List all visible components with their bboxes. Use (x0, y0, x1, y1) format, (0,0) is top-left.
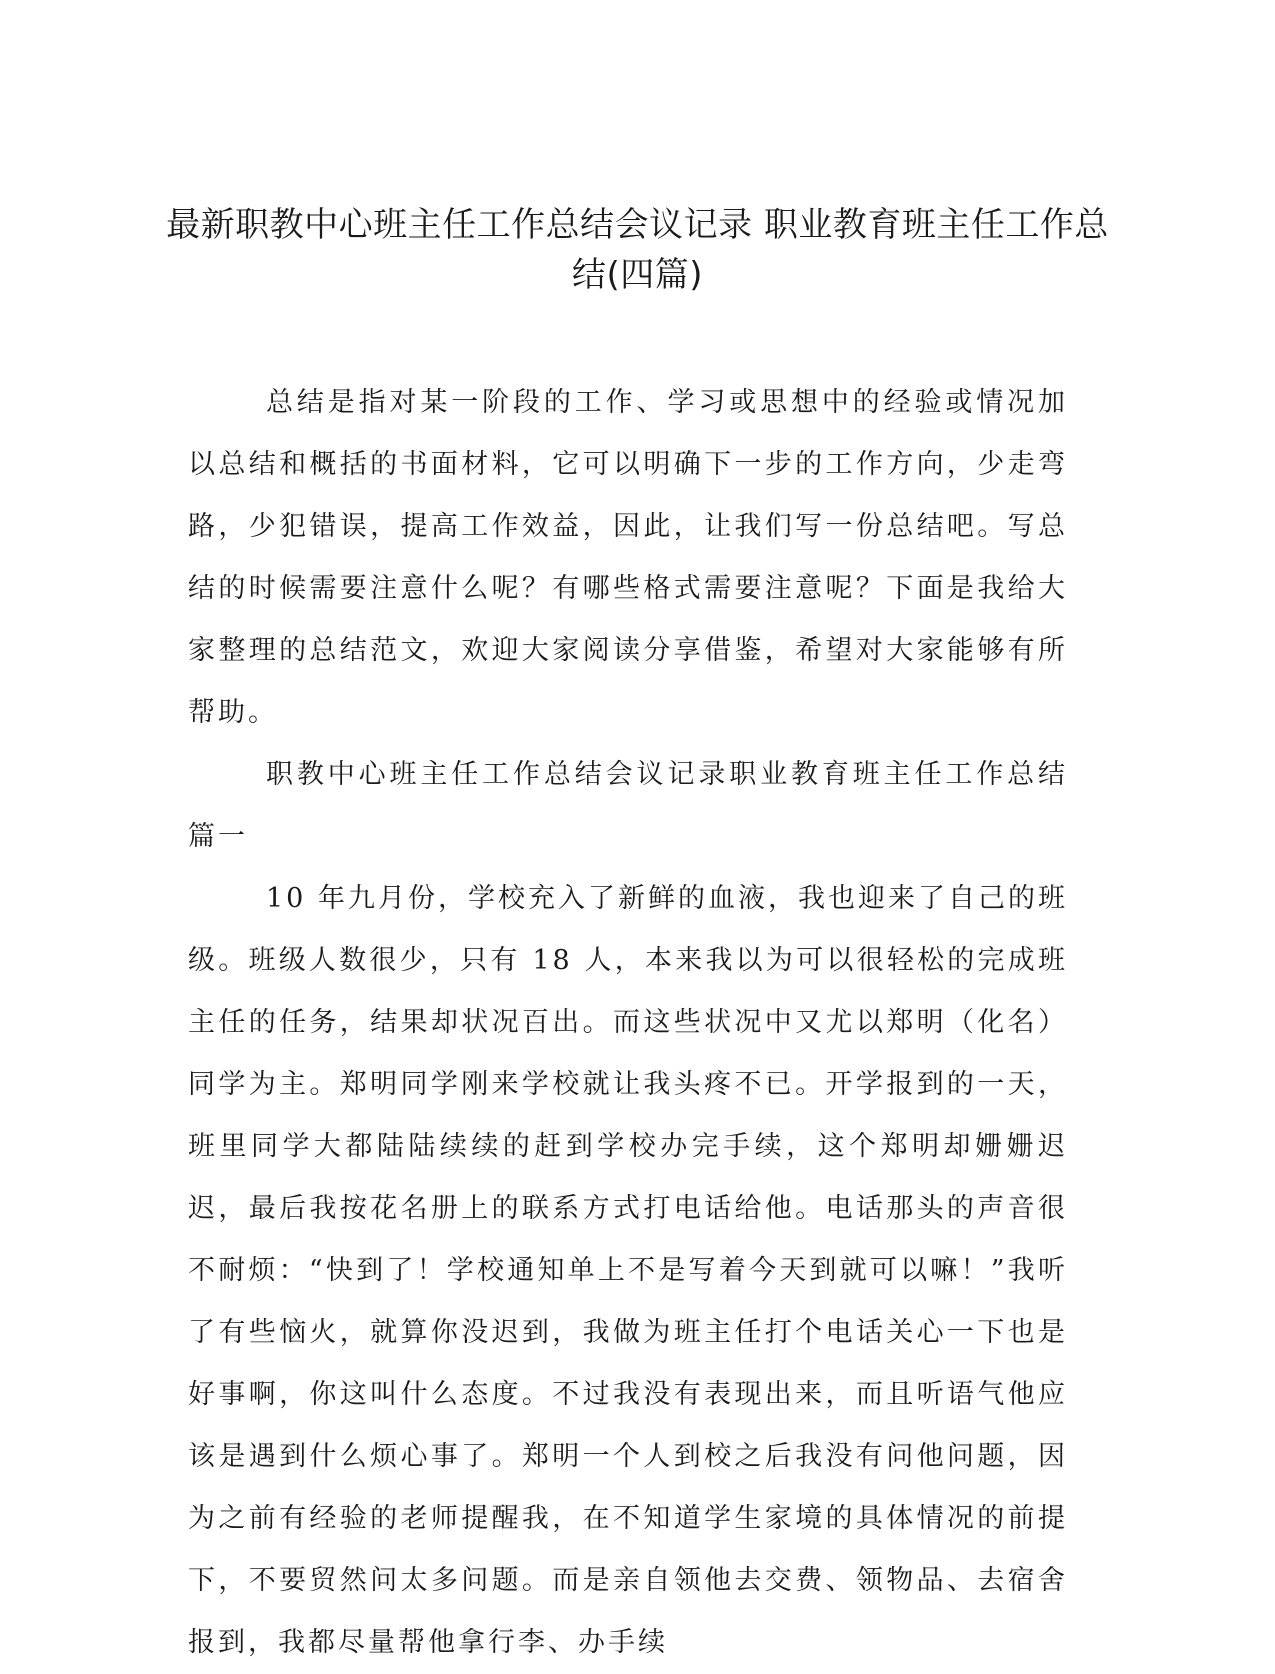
document-body (188, 372, 1068, 1674)
body-paragraph: 10 年九月份，学校充入了新鲜的血液，我也迎来了自己的班级。班级人数很少，只有 18 人，本来我以为可以很轻松的完成班主任的任务，结果却状况百出。而这些状况中又尤以郑明（化名）同学为主。郑明同学刚来学校就让我头疼不已。开学报到的一天，班里同学大都陆陆续续的赶到学校办完手续，这个郑明却姗姗迟迟，最后我按花名册上的联系方式打电话给他。电话那头的声音很不耐烦：“快到了！学校通知单上不是写着今天到就可以嘛！”我听了有些恼火，就算你没迟到，我做为班主任打个电话关心一下也是好事啊，你这叫什么态度。不过我没有表现出来，而且听语气他应该是遇到什么烦心事了。郑明一个人到校之后我没有问他问题，因为之前有经验的老师提醒我，在不知道学生家境的具体情况的前提下，不要贸然问太多问题。而是亲自领他去交费、领物品、去宿舍报到，我都尽量帮他拿行李、办手续 (188, 883, 1068, 1658)
document-title: 最新职教中心班主任工作总结会议记录 职业教育班主任工作总结(四篇) (166, 205, 1109, 295)
intro-paragraph: 总结是指对某一阶段的工作、学习或思想中的经验或情况加以总结和概括的书面材料，它可以明确下一步的工作方向，少走弯路，少犯错误，提高工作效益，因此，让我们写一份总结吧。写总结的时候需要注意什么呢？有哪些格式需要注意呢？下面是我给大家整理的总结范文，欢迎大家阅读分享借鉴，希望对大家能够有所帮助。 (188, 387, 1068, 728)
section-heading: 职教中心班主任工作总结会议记录职业教育班主任工作总结篇一 (188, 759, 1068, 852)
